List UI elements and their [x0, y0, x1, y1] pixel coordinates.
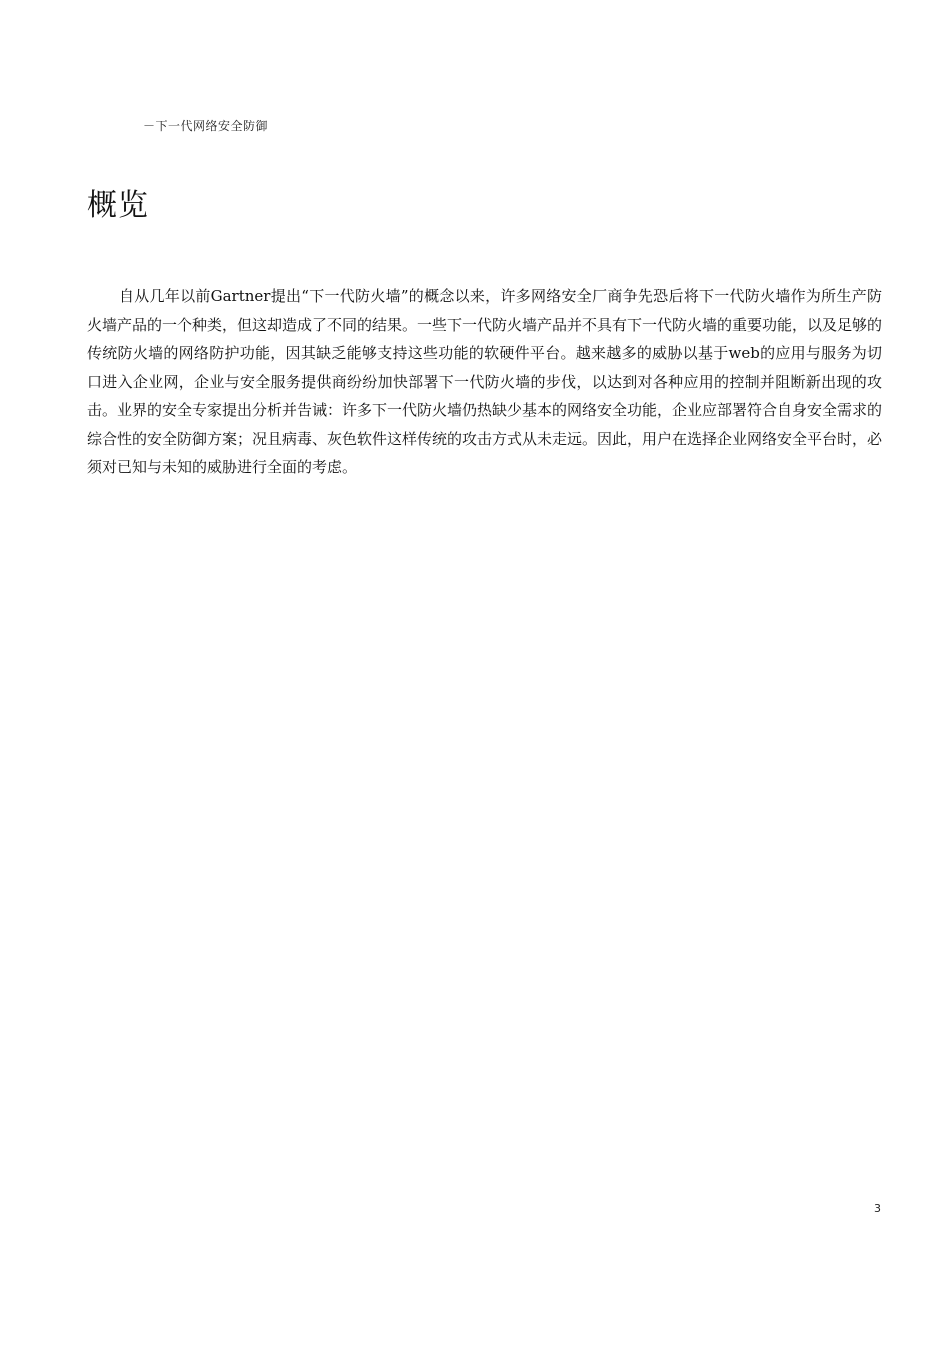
body-paragraph: 自从几年以前Gartner提出“下一代防火墙”的概念以来，许多网络安全厂商争先恐后将下一代防火墙作为所生产防火墙产品的一个种类，但这却造成了不同的结果。一些下一代防火墙产品并不具有下一代防火墙的重要功能，以及足够的传统防火墙的网络防护功能，因其缺乏能够支持这些功能的软硬件平台。越来越多的威胁以基于web的应用与服务为切口进入企业网，企业与安全服务提供商纷纷加快部署下一代防火墙的步伐，以达到对各种应用的控制并阻断新出现的攻击。业界的安全专家提出分析并告诫：许多下一代防火墙仍热缺少基本的网络安全功能，企业应部署符合自身安全需求的综合性的安全防御方案；况且病毒、灰色软件这样传统的攻击方式从未走远。因此，用户在选择企业网络安全平台时，必须对已知与未知的威胁进行全面的考虑。	[87, 287, 883, 476]
page-number: 3	[874, 1202, 881, 1215]
section-title: 概览	[87, 188, 149, 223]
header-subtitle: －下一代网络安全防御	[143, 119, 269, 133]
